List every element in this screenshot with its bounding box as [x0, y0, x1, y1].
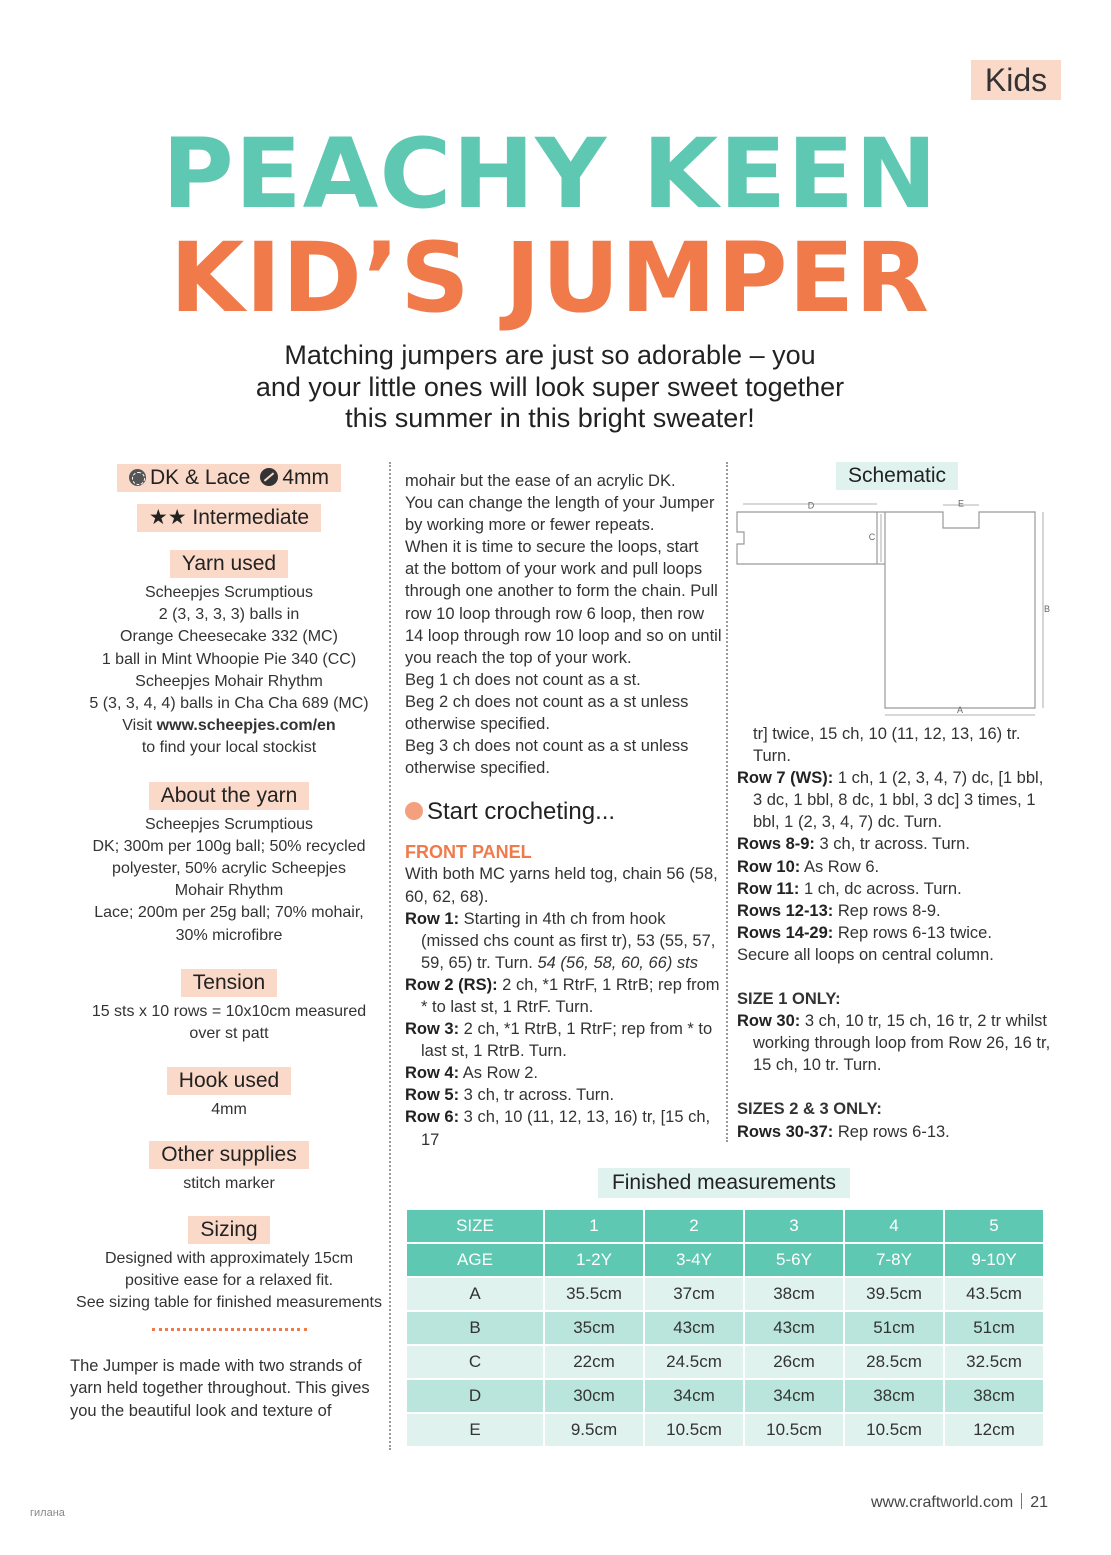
pattern-row — [405, 1106, 723, 1150]
row-text: 3 ch, 10 tr, 15 ch, 16 tr, 2 tr whilst working through loop from Row 26, 16 tr, 15 ch, 10 tr. Turn. — [753, 1012, 1051, 1075]
secure-loops-note: Secure all loops on central column. — [737, 945, 994, 964]
yarn-line: 5 (3, 3, 4, 4) balls in Cha Cha 689 (MC) — [89, 695, 369, 713]
table-header-cell: 3 — [745, 1210, 843, 1242]
row-text: 2 ch, *1 RtrB, 1 RtrF; rep from * to last st, 1 RtrB. Turn. — [421, 1020, 713, 1061]
yarn-ball-icon — [129, 469, 146, 486]
row-label: Rows 30-37: — [737, 1122, 834, 1141]
yarn-line: Scheepjes Mohair Rhythm — [135, 672, 323, 690]
pattern-row — [737, 1010, 1057, 1076]
table-cell: 38cm — [745, 1278, 843, 1310]
table-row — [407, 1278, 1043, 1310]
row-label: Rows 8-9: — [737, 835, 815, 854]
about-line: DK; 300m per 100g ball; 50% recycled — [92, 837, 366, 855]
schematic-label-d: D — [807, 500, 815, 511]
tension-heading: Tension — [181, 969, 277, 997]
row-text: Rep rows 6-13 twice. — [833, 923, 992, 942]
front-panel-intro: With both MC yarns held tog, chain 56 (58, 60, 62, 68). — [405, 865, 718, 906]
yarn-used-heading: Yarn used — [170, 550, 288, 578]
table-header-cell: 9-10Y — [945, 1244, 1043, 1276]
table-header-cell: 2 — [645, 1210, 743, 1242]
front-panel-heading: FRONT PANEL — [405, 842, 532, 863]
row-text: 3 ch, tr across. Turn. — [459, 1086, 615, 1105]
row-label: Row 5: — [405, 1086, 460, 1105]
scheepjes-link[interactable]: www.scheepjes.com/en — [156, 717, 336, 735]
row-label: Rows 14-29: — [737, 923, 834, 942]
table-cell: 39.5cm — [845, 1278, 943, 1310]
page-title-line-2: KID’S JUMPER — [170, 222, 930, 334]
start-crocheting-heading — [405, 797, 723, 827]
skill-level-badge: ★★ Intermediate — [137, 504, 321, 532]
table-cell: 34cm — [745, 1380, 843, 1412]
row-label: Row 4: — [405, 1064, 460, 1083]
table-cell: 22cm — [545, 1346, 643, 1378]
body-line: The Jumper is made with two strands of — [70, 1357, 362, 1376]
about-line: Mohair Rhythm — [174, 882, 284, 900]
table-cell: 37cm — [645, 1278, 743, 1310]
table-header-cell: SIZE — [407, 1210, 543, 1242]
table-header-cell: 1 — [545, 1210, 643, 1242]
page-title-line-1: PEACHY KEEN — [161, 118, 939, 230]
table-row — [407, 1380, 1043, 1412]
table-cell: 38cm — [945, 1380, 1043, 1412]
note-line: otherwise specified. — [405, 759, 550, 778]
yarn-used-section — [70, 550, 388, 760]
start-crocheting-text: Start crocheting... — [427, 798, 616, 826]
hook-section — [70, 1067, 388, 1121]
intro-body — [70, 1355, 388, 1422]
table-cell: 51cm — [945, 1312, 1043, 1344]
row-text: As Row 2. — [459, 1064, 538, 1083]
table-cell: A — [407, 1278, 543, 1310]
page-footer — [871, 1493, 1048, 1512]
yarn-line: 2 (3, 3, 3, 3) balls in — [158, 606, 300, 624]
table-cell: 35cm — [545, 1312, 643, 1344]
about-yarn-heading: About the yarn — [149, 782, 310, 810]
note-line: You can change the length of your Jumper — [405, 494, 715, 513]
table-cell: D — [407, 1380, 543, 1412]
sizing-section — [70, 1216, 388, 1315]
intro-text — [150, 340, 950, 435]
about-line: polyester, 50% acrylic Scheepjes — [112, 860, 346, 878]
intro-line: this summer in this bright sweater! — [345, 403, 755, 433]
row-label: Row 2 (RS): — [405, 975, 498, 994]
schematic-label-e: E — [957, 498, 965, 509]
table-cell: B — [407, 1312, 543, 1344]
yarn-line: Orange Cheesecake 332 (MC) — [120, 628, 338, 646]
measurements-heading: Finished measurements — [598, 1168, 850, 1198]
hook-heading: Hook used — [167, 1067, 291, 1095]
table-header-row — [407, 1210, 1043, 1242]
row-text: 3 ch, 10 (11, 12, 13, 16) tr, [15 ch, 17 — [421, 1108, 711, 1149]
column-divider — [389, 462, 391, 1450]
table-cell: 12cm — [945, 1414, 1043, 1446]
table-cell: 43cm — [745, 1312, 843, 1344]
note-line: 14 loop through row 10 loop and so on until — [405, 626, 722, 645]
table-cell: 43.5cm — [945, 1278, 1043, 1310]
note-line: Beg 1 ch does not count as a st. — [405, 670, 641, 689]
pattern-row — [737, 856, 1057, 878]
table-header-cell: 1-2Y — [545, 1244, 643, 1276]
body-outline — [885, 512, 1035, 708]
note-line: by working more or fewer repeats. — [405, 516, 655, 535]
table-header-cell: 5 — [945, 1210, 1043, 1242]
note-line: Beg 2 ch does not count as a st unless — [405, 692, 689, 711]
schematic-label-c: C — [868, 532, 876, 542]
supplies-section — [70, 1141, 388, 1195]
table-cell: 24.5cm — [645, 1346, 743, 1378]
instructions-column — [405, 470, 723, 1151]
row-continuation: tr] twice, 15 ch, 10 (11, 12, 13, 16) tr. Turn. — [753, 725, 1021, 766]
visit-text: Visit — [122, 717, 157, 735]
note-line: through one another to form the chain. Pull — [405, 582, 718, 601]
schematic-column — [737, 462, 1057, 1143]
row-label: Row 30: — [737, 1012, 801, 1031]
materials-column — [70, 464, 388, 1422]
footer-url-link[interactable]: www.craftworld.com — [870, 1494, 1014, 1511]
table-header-cell: AGE — [407, 1244, 543, 1276]
pattern-row — [737, 1121, 1057, 1143]
yarn-line: Scheepjes Scrumptious — [144, 584, 314, 601]
section-tag: Kids — [971, 60, 1061, 100]
schematic-label-b: B — [1043, 604, 1051, 614]
schematic-diagram — [737, 500, 1049, 715]
table-cell: 10.5cm — [845, 1414, 943, 1446]
table-age-row — [407, 1244, 1043, 1276]
stockist-text: to find your local stockist — [141, 739, 317, 757]
footer-divider — [1021, 1493, 1022, 1509]
page-number: 21 — [1030, 1494, 1048, 1511]
table-cell: 9.5cm — [545, 1414, 643, 1446]
sleeve-outline — [737, 512, 877, 564]
table-cell: E — [407, 1414, 543, 1446]
row-label: Row 1: — [405, 909, 460, 928]
schematic-label-a: A — [956, 705, 964, 715]
row-label: Row 3: — [405, 1020, 460, 1039]
table-cell: 38cm — [845, 1380, 943, 1412]
row-label: Row 11: — [737, 879, 800, 898]
row-text: Rep rows 6-13. — [833, 1122, 950, 1141]
table-header-cell: 5-6Y — [745, 1244, 843, 1276]
about-line: 30% microfibre — [175, 926, 283, 944]
sizing-line: Designed with approximately 15cm — [104, 1249, 354, 1267]
table-row — [407, 1346, 1043, 1378]
row-text: Rep rows 8-9. — [833, 901, 941, 920]
row-label: Row 6: — [405, 1108, 460, 1127]
row-text: As Row 6. — [800, 857, 880, 876]
measurements-table — [405, 1208, 1045, 1448]
row-label: Rows 12-13: — [737, 901, 834, 920]
table-cell: 34cm — [645, 1380, 743, 1412]
yarn-line: 1 ball in Mint Whoopie Pie 340 (CC) — [101, 650, 357, 668]
row-text: 2 ch, *1 RtrF, 1 RtrB; rep from * to last st, 1 RtrF. Turn. — [421, 975, 720, 1016]
watermark-text: гилана — [30, 1507, 65, 1519]
size1-heading: SIZE 1 ONLY: — [737, 990, 841, 1009]
table-cell: 10.5cm — [745, 1414, 843, 1446]
pattern-row — [405, 1084, 723, 1106]
intro-line: and your little ones will look super sweet together — [255, 371, 845, 402]
note-line: row 10 loop through row 6 loop, then row — [405, 604, 705, 623]
table-row — [407, 1414, 1043, 1446]
pattern-row — [405, 974, 723, 1018]
pattern-row — [737, 833, 1057, 855]
table-header-cell: 4 — [845, 1210, 943, 1242]
note-line: at the bottom of your work and pull loops — [405, 560, 703, 579]
note-line: you reach the top of your work. — [405, 648, 632, 667]
pattern-row — [737, 922, 1057, 944]
table-cell: 28.5cm — [845, 1346, 943, 1378]
schematic-heading: Schematic — [836, 462, 958, 490]
table-cell: C — [407, 1346, 543, 1378]
note-line: When it is time to secure the loops, start — [405, 538, 699, 557]
row-label: Row 7 (WS): — [737, 769, 834, 788]
about-line: Lace; 200m per 25g ball; 70% mohair, — [94, 904, 364, 922]
about-yarn-section — [70, 782, 388, 947]
table-cell: 32.5cm — [945, 1346, 1043, 1378]
table-row — [407, 1312, 1043, 1344]
tension-line: over st patt — [189, 1025, 269, 1043]
intro-line: Matching jumpers are just so adorable – you — [284, 340, 816, 370]
note-line: Beg 3 ch does not count as a st unless — [405, 737, 689, 756]
sizing-heading: Sizing — [188, 1216, 269, 1244]
tension-section — [70, 969, 388, 1045]
table-cell: 43cm — [645, 1312, 743, 1344]
table-cell: 26cm — [745, 1346, 843, 1378]
sizing-line: positive ease for a relaxed fit. — [124, 1271, 334, 1289]
row-label: Row 10: — [737, 857, 801, 876]
column-divider — [726, 462, 728, 1142]
hook-size-text: 4mm — [282, 466, 330, 489]
table-cell: 35.5cm — [545, 1278, 643, 1310]
row-text: 3 ch, tr across. Turn. — [814, 835, 970, 854]
dotted-separator — [152, 1328, 307, 1331]
size23-heading: SIZES 2 & 3 ONLY: — [737, 1100, 882, 1119]
yarn-weight-badge — [117, 464, 341, 492]
yarn-weight-text: DK & Lace — [149, 466, 251, 489]
hook-line: 4mm — [211, 1101, 247, 1119]
table-cell: 10.5cm — [645, 1414, 743, 1446]
pattern-row — [405, 1062, 723, 1084]
supplies-heading: Other supplies — [149, 1141, 308, 1169]
row-stitch-count: 54 (56, 58, 60, 66) sts — [537, 953, 698, 972]
supplies-line: stitch marker — [183, 1175, 275, 1193]
pattern-row — [405, 1018, 723, 1062]
notes-text — [405, 470, 723, 779]
pattern-row — [737, 878, 1057, 900]
table-cell: 30cm — [545, 1380, 643, 1412]
pattern-row — [405, 908, 723, 974]
yarn-ball-icon — [405, 802, 423, 820]
note-line: mohair but the ease of an acrylic DK. — [405, 472, 676, 490]
table-header-cell: 3-4Y — [645, 1244, 743, 1276]
body-line: yarn held together throughout. This gives — [70, 1379, 370, 1398]
tension-line: 15 sts x 10 rows = 10x10cm measured — [91, 1002, 367, 1020]
pattern-row — [737, 900, 1057, 922]
note-line: otherwise specified. — [405, 715, 550, 734]
table-header-cell: 7-8Y — [845, 1244, 943, 1276]
row-text: 1 ch, dc across. Turn. — [799, 879, 962, 898]
crochet-hook-icon — [260, 468, 278, 486]
table-cell: 51cm — [845, 1312, 943, 1344]
pattern-row — [737, 767, 1057, 833]
row-text: 1 ch, 1 (2, 3, 4, 7) dc, [1 bbl, 3 dc, 1 bbl, 8 dc, 1 bbl, 3 dc] 3 times, 1 bbl, 1 (2, 3, 4, 7) dc. Turn. — [753, 769, 1044, 832]
row-text: Starting in 4th ch from hook (missed chs count as first tr), 53 (55, 57, 59, 65) tr. Turn. — [421, 909, 716, 972]
sizing-line: See sizing table for finished measurements — [76, 1294, 382, 1312]
about-line: Scheepjes Scrumptious — [144, 815, 314, 833]
body-line: you the beautiful look and texture of — [70, 1401, 332, 1420]
